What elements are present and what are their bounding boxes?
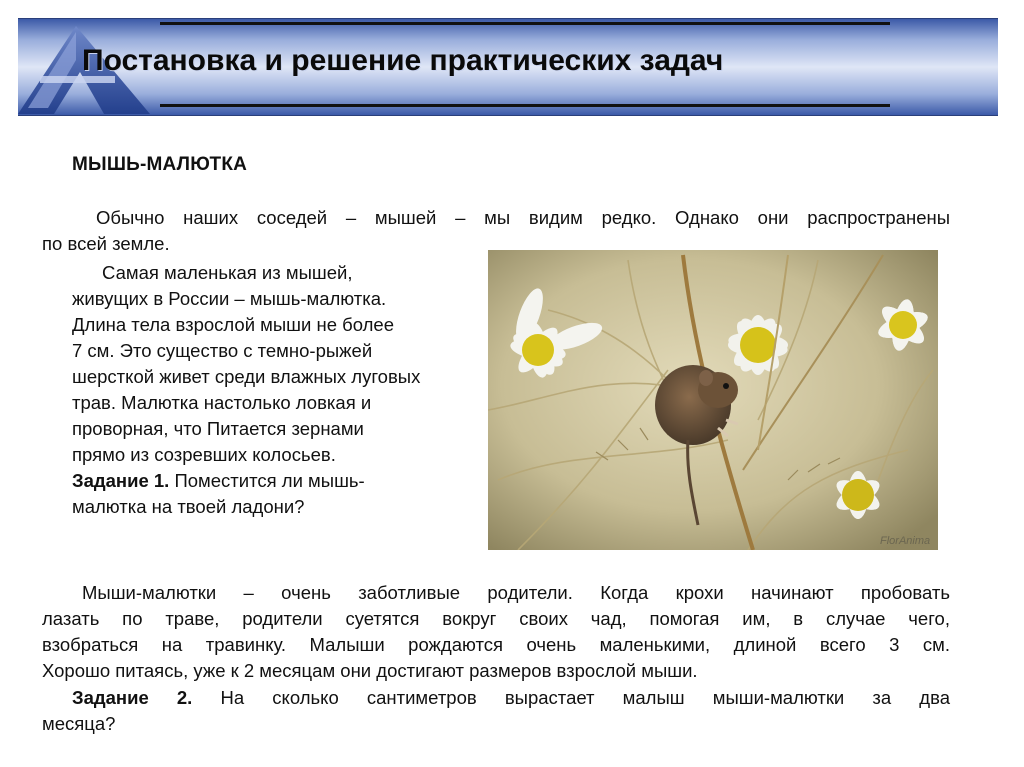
paragraph-2-line: 7 см. Это существо с темно-рыжей: [72, 340, 373, 361]
paragraph-2-line: шерсткой живет среди влажных луговых: [72, 366, 421, 387]
task-2-line-2: месяца?: [42, 713, 116, 734]
mouse-photo: [488, 250, 938, 550]
paragraph-3-line: Мыши-малютки – очень заботливые родители. Когда крохи начинают пробовать: [82, 582, 950, 603]
paragraph-1-line-1: Обычно наших соседей – мышей – мы видим редко. Однако они распространены: [96, 207, 950, 228]
photo-watermark: FlorAnima: [880, 535, 931, 547]
task-2-text: На сколько сантиметров вырастает малыш мыши-малютки за два: [220, 687, 951, 708]
paragraph-2-line: Самая маленькая из мышей,: [102, 262, 353, 283]
task-1-label: Задание 1.: [72, 470, 170, 491]
task-1-text: Поместится ли мышь-: [174, 470, 365, 491]
task-2-line-1: [42, 685, 950, 711]
header-rule-bottom: [160, 104, 890, 107]
paragraph-2-line: трав. Малютка настолько ловкая и: [72, 392, 372, 413]
section-heading: МЫШЬ-МАЛЮТКА: [72, 154, 248, 175]
task-1-line-1: [72, 468, 365, 494]
paragraph-1-line-2: по всей земле.: [42, 233, 170, 254]
paragraph-2-line: Длина тела взрослой мыши не более: [72, 314, 394, 335]
paragraph-3-line: Хорошо питаясь, уже к 2 месяцам они достигают размеров взрослой мыши.: [42, 660, 698, 681]
page-title: Постановка и решение практических задач: [82, 44, 724, 77]
paragraph-3-line: взобраться на травинку. Малыши рождаются очень маленькими, длиной всего 3 см.: [42, 634, 950, 655]
paragraph-3-line: лазать по траве, родители суетятся вокруг своих чад, помогая им, в случае чего,: [42, 608, 950, 629]
paragraph-2-line: живущих в России – мышь-малютка.: [72, 288, 387, 309]
task-2-label: Задание 2.: [72, 687, 193, 708]
task-1-line-2: малютка на твоей ладони?: [72, 496, 305, 517]
paragraph-2-line: проворная, что Питается зернами: [72, 418, 364, 439]
paragraph-2-line: прямо из созревших колосьев.: [72, 444, 336, 465]
header-rule-top: [160, 22, 890, 25]
